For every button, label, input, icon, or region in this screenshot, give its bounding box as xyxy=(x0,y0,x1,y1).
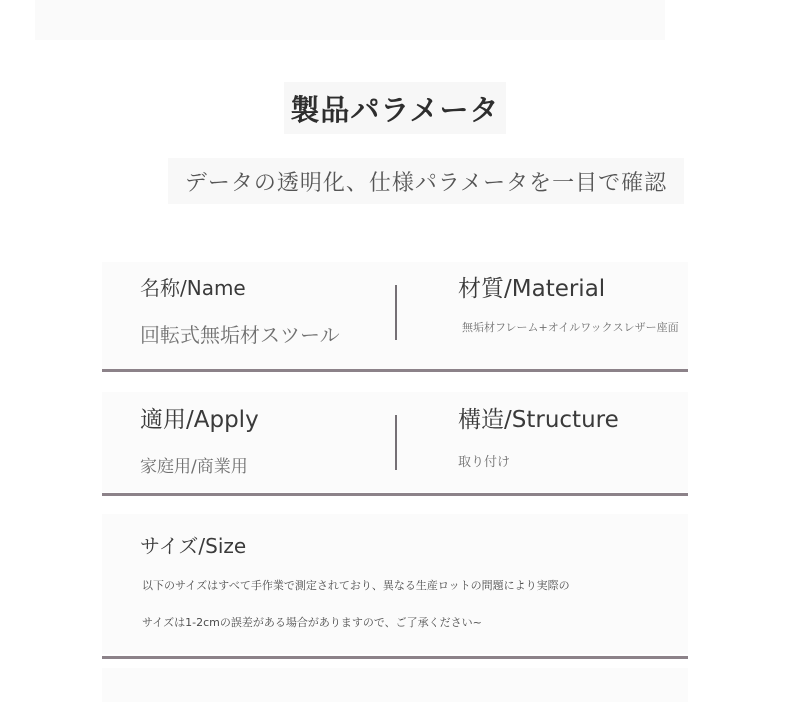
material-label: 材質/Material xyxy=(458,276,606,302)
size-note-line-2: サイズは1-2cmの誤差がある場合がありますので、ご了承ください~ xyxy=(142,616,482,629)
apply-value: 家庭用/商業用 xyxy=(140,457,248,477)
size-note-line-1: 以下のサイズはすべて手作業で測定されており、異なる生産ロットの問題により実際の xyxy=(142,579,570,592)
name-value: 回転式無垢材スツール xyxy=(140,323,340,347)
divider-rule xyxy=(102,493,688,496)
divider-rule xyxy=(102,656,688,659)
structure-value: 取り付け xyxy=(458,455,511,470)
divider-rule xyxy=(102,369,688,372)
column-separator xyxy=(395,285,397,340)
page-subtitle: データの透明化、仕様パラメータを一目で確認 xyxy=(168,158,684,204)
structure-label: 構造/Structure xyxy=(458,407,619,433)
bottom-panel xyxy=(102,668,688,702)
page-title: 製品パラメータ xyxy=(284,82,506,134)
top-background-band xyxy=(35,0,665,40)
apply-label: 適用/Apply xyxy=(140,407,259,433)
column-separator xyxy=(395,415,397,470)
name-label: 名称/Name xyxy=(140,276,246,300)
size-label: サイズ/Size xyxy=(140,534,247,558)
material-value: 無垢材フレーム+オイルワックスレザー座面 xyxy=(462,321,679,334)
